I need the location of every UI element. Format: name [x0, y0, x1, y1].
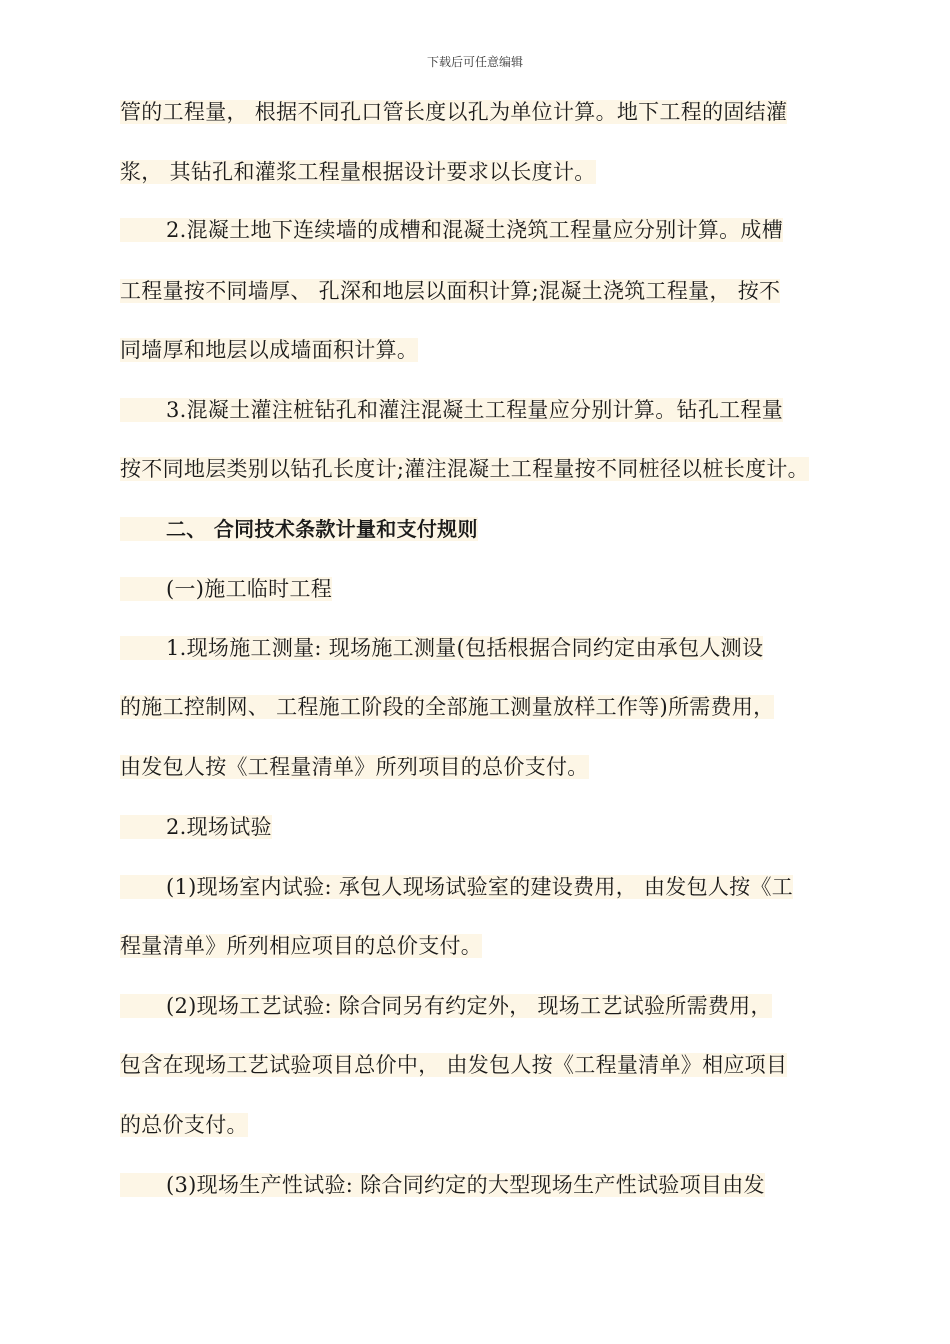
paragraph-line: 由发包人按《工程量清单》所列项目的总价支付。 — [120, 755, 589, 779]
paragraph-line: (3)现场生产性试验: 除合同约定的大型现场生产性试验项目由发 — [120, 1169, 765, 1201]
paragraph-line: 的施工控制网、 工程施工阶段的全部施工测量放样工作等)所需费用， — [120, 695, 775, 719]
paragraph-line: 1.现场施工测量: 现场施工测量(包括根据合同约定由承包人测设 — [120, 632, 763, 664]
paragraph-line: 按不同地层类别以钻孔长度计;灌注混凝土工程量按不同桩径以桩长度计。 — [120, 457, 809, 481]
paragraph-line: 管的工程量， 根据不同孔口管长度以孔为单位计算。地下工程的固结灌 — [120, 100, 788, 124]
paragraph-line: 程量清单》所列相应项目的总价支付。 — [120, 934, 483, 958]
subsection-heading: (一)施工临时工程 — [120, 573, 332, 605]
section-heading: 二、 合同技术条款计量和支付规则 — [120, 513, 478, 545]
paragraph-line: (2)现场工艺试验: 除合同另有约定外， 现场工艺试验所需费用， — [120, 990, 772, 1022]
paragraph-line: 的总价支付。 — [120, 1113, 248, 1137]
page-header: 下载后可任意编辑 — [426, 55, 523, 69]
paragraph-line: 包含在现场工艺试验项目总价中， 由发包人按《工程量清单》相应项目 — [120, 1053, 788, 1077]
paragraph-line: 2.现场试验 — [120, 811, 272, 843]
paragraph-line: 同墙厚和地层以成墙面积计算。 — [120, 338, 419, 362]
paragraph-line: 3.混凝土灌注桩钻孔和灌注混凝土工程量应分别计算。钻孔工程量 — [120, 394, 783, 426]
paragraph-line: 工程量按不同墙厚、 孔深和地层以面积计算;混凝土浇筑工程量， 按不 — [120, 279, 781, 303]
paragraph-line: 浆， 其钻孔和灌浆工程量根据设计要求以长度计。 — [120, 160, 596, 184]
paragraph-line: (1)现场室内试验: 承包人现场试验室的建设费用， 由发包人按《工 — [120, 871, 793, 903]
paragraph-line: 2.混凝土地下连续墙的成槽和混凝土浇筑工程量应分别计算。成槽 — [120, 214, 783, 246]
